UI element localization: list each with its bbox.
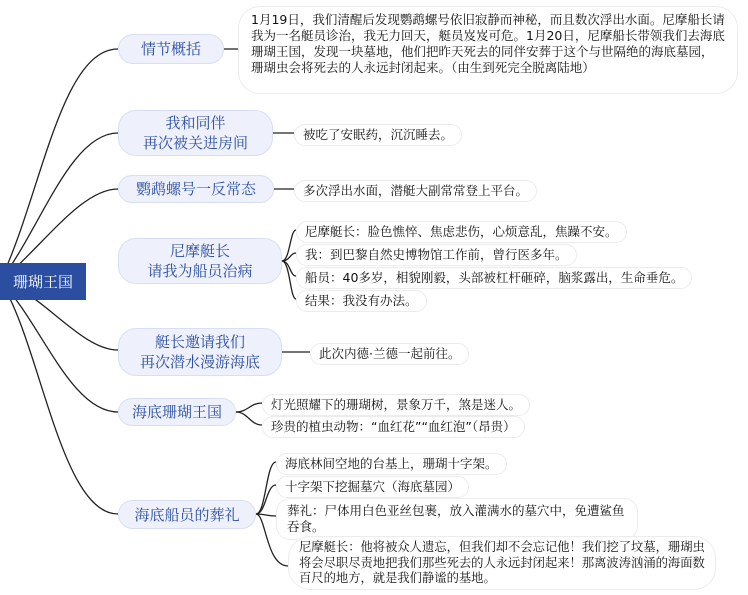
detail-text: 珍贵的植虫动物：“血红花”“血红泡”（昂贵） <box>271 419 516 434</box>
detail-text: 多次浮出水面，潜艇大副常常登上平台。 <box>303 183 529 198</box>
topic-funeral <box>118 500 256 529</box>
detail-text: 海底林间空地的台基上，珊瑚十字架。 <box>285 456 498 471</box>
topic-label: 海底船员的葬礼 <box>134 505 240 524</box>
topic-label-line1: 艇长邀请我们 <box>154 333 245 351</box>
detail-text: 1月19日，我们清醒后发现鹦鹉螺号依旧寂静而神秘，而且数次浮出水面。尼摩船长请我为一名艇员诊治，我无力回天，艇员岌岌可危。1月20日，尼摩船长带领我们去海底珊瑚王国，发现一块墓地，他们把昨天死去的同伴安葬于这个与世隔绝的海底墓园，珊瑚虫会将死去的人永远封闭起来。（由生到死完全脱离陆地） <box>251 12 725 75</box>
detail-coral-cross <box>276 453 507 475</box>
topic-locked-in-room <box>118 110 273 156</box>
detail-text: 尼摩艇长：他将被众人遗忘，但我们却不会忘记他！我们挖了坟墓，珊瑚虫将会尽职尽责地把我们那些死去的人永远封闭起来！那离波涛汹涌的海面数百尺的地方，就是我们静谧的基地。 <box>299 540 705 585</box>
detail-zoophytes <box>262 416 525 438</box>
topic-coral-kingdom <box>118 398 236 426</box>
detail-coral-trees <box>262 394 530 416</box>
detail-nemo-mood <box>296 221 627 243</box>
detail-text: 我：到巴黎自然史博物馆工作前，曾行医多年。 <box>305 247 568 262</box>
topic-label-line1: 尼摩艇长 <box>169 242 230 260</box>
root-node: 珊瑚王国 <box>0 263 86 300</box>
detail-text: 灯光照耀下的珊瑚树，景象万千，煞是迷人。 <box>271 397 522 412</box>
detail-plot-summary <box>238 6 738 94</box>
detail-text: 此次内德·兰德一起前往。 <box>319 346 461 361</box>
detail-burial <box>276 498 638 540</box>
detail-surfacing <box>294 180 537 202</box>
topic-dive-again <box>118 328 282 376</box>
detail-text: 结果：我没有办法。 <box>305 293 418 308</box>
detail-text: 被吃了安眠药，沉沉睡去。 <box>303 127 454 142</box>
detail-text: 葬礼：尸体用白色亚丝包裹，放入灌满水的墓穴中，免遭鲨鱼吞食。 <box>287 503 625 534</box>
topic-plot-summary <box>118 34 224 64</box>
detail-ned-land <box>310 343 469 365</box>
topic-label: 鹦鹉螺号一反常态 <box>135 180 256 198</box>
topic-label-line2: 再次被关进房间 <box>142 134 248 152</box>
topic-label-line2: 请我为船员治病 <box>147 262 253 280</box>
topic-nautilus-unusual <box>118 175 274 203</box>
detail-grave-dug <box>276 476 469 498</box>
detail-text: 船员：40多岁，相貌刚毅，头部被杠杆砸碎，脑浆露出，生命垂危。 <box>305 270 684 285</box>
topic-label-line1: 我和同伴 <box>165 114 226 132</box>
detail-sleeping-pills <box>294 124 462 146</box>
detail-text: 尼摩艇长：脸色憔悴、焦虑悲伤，心烦意乱，焦躁不安。 <box>305 224 618 239</box>
detail-nemo-speech <box>288 536 716 590</box>
detail-my-background <box>296 244 577 266</box>
topic-label-line2: 再次潜水漫游海底 <box>139 353 260 371</box>
detail-crew-injury <box>296 267 692 289</box>
topic-label: 海底珊瑚王国 <box>131 403 222 421</box>
topic-label: 情节概括 <box>140 40 201 58</box>
detail-result <box>296 290 427 312</box>
detail-text: 十字架下挖掘墓穴（海底墓园） <box>285 479 461 494</box>
topic-treat-crew <box>118 238 282 284</box>
